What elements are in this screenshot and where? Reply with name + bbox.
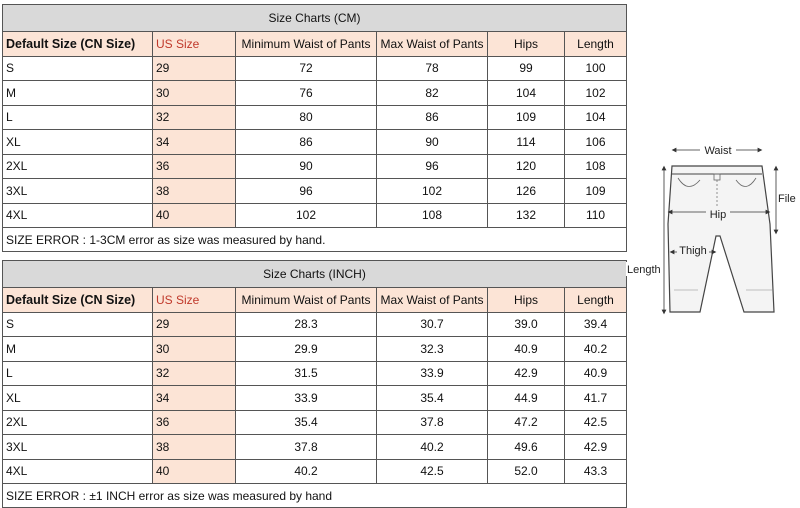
table-cell: 34	[153, 130, 236, 155]
header-hips: Hips	[488, 288, 565, 313]
table-cell: 35.4	[377, 386, 488, 411]
table-cell: 49.6	[488, 435, 565, 460]
table-cell: 41.7	[565, 386, 627, 411]
header-hips: Hips	[488, 32, 565, 57]
table-cell: 28.3	[236, 312, 377, 337]
table-cell: 40.9	[565, 361, 627, 386]
table-row	[3, 179, 627, 204]
table-cell: 33.9	[236, 386, 377, 411]
table-cell: 52.0	[488, 459, 565, 484]
table-cell: 47.2	[488, 410, 565, 435]
table-cell: 132	[488, 203, 565, 228]
table-cell: 102	[377, 179, 488, 204]
table-cell: 42.5	[377, 459, 488, 484]
table-row	[3, 361, 627, 386]
file-label: File	[778, 193, 796, 205]
table-header-row	[3, 288, 627, 313]
table-cell: 86	[377, 105, 488, 130]
table-cell: 35.4	[236, 410, 377, 435]
table-cell: 82	[377, 81, 488, 106]
pants-outline-icon	[668, 166, 774, 312]
size-error-note: SIZE ERROR : ±1 INCH error as size was measured by hand	[3, 484, 627, 508]
size-chart-cm	[2, 4, 627, 252]
size-chart-inch	[2, 260, 627, 508]
header-min-waist: Minimum Waist of Pants	[236, 32, 377, 57]
table-cell: 38	[153, 179, 236, 204]
size-cell: 3XL	[3, 179, 153, 204]
header-us-size: US Size	[153, 288, 236, 313]
header-max-waist: Max Waist of Pants	[377, 288, 488, 313]
table-cell: 104	[565, 105, 627, 130]
waist-label: Waist	[704, 145, 732, 157]
table-row	[3, 386, 627, 411]
size-cell: XL	[3, 130, 153, 155]
table-cell: 90	[377, 130, 488, 155]
table-cell: 76	[236, 81, 377, 106]
table-cell: 30	[153, 337, 236, 362]
header-length: Length	[565, 32, 627, 57]
length-label: Length	[627, 264, 661, 276]
table-cell: 40.2	[236, 459, 377, 484]
size-cell: L	[3, 105, 153, 130]
table-cell: 40.2	[377, 435, 488, 460]
table-cell: 32	[153, 361, 236, 386]
table-row	[3, 312, 627, 337]
table-cell: 78	[377, 56, 488, 81]
table-cell: 109	[565, 179, 627, 204]
table-cell: 37.8	[236, 435, 377, 460]
size-cell: 4XL	[3, 203, 153, 228]
header-max-waist: Max Waist of Pants	[377, 32, 488, 57]
table-cell: 120	[488, 154, 565, 179]
table-cell: 102	[565, 81, 627, 106]
table-cell: 44.9	[488, 386, 565, 411]
table-cell: 32.3	[377, 337, 488, 362]
size-error-note: SIZE ERROR : 1-3CM error as size was measured by hand.	[3, 228, 627, 252]
table-row	[3, 410, 627, 435]
table-title: Size Charts (INCH)	[3, 261, 627, 288]
size-cell: 3XL	[3, 435, 153, 460]
size-cell: XL	[3, 386, 153, 411]
header-min-waist: Minimum Waist of Pants	[236, 288, 377, 313]
table-cell: 29	[153, 312, 236, 337]
header-default-size: Default Size (CN Size)	[3, 32, 153, 57]
table-cell: 36	[153, 154, 236, 179]
table-cell: 72	[236, 56, 377, 81]
table-row	[3, 459, 627, 484]
header-default-size: Default Size (CN Size)	[3, 288, 153, 313]
table-cell: 96	[377, 154, 488, 179]
table-body	[3, 56, 627, 228]
table-cell: 33.9	[377, 361, 488, 386]
table-row	[3, 154, 627, 179]
table-row	[3, 203, 627, 228]
table-row	[3, 130, 627, 155]
size-cell: 2XL	[3, 154, 153, 179]
size-cell: S	[3, 56, 153, 81]
table-cell: 32	[153, 105, 236, 130]
table-cell: 42.5	[565, 410, 627, 435]
size-cell: M	[3, 81, 153, 106]
table-cell: 34	[153, 386, 236, 411]
table-cell: 39.0	[488, 312, 565, 337]
size-cell: 4XL	[3, 459, 153, 484]
table-cell: 109	[488, 105, 565, 130]
table-cell: 42.9	[565, 435, 627, 460]
table-cell: 86	[236, 130, 377, 155]
table-cell: 42.9	[488, 361, 565, 386]
table-row	[3, 337, 627, 362]
table-cell: 36	[153, 410, 236, 435]
table-cell: 126	[488, 179, 565, 204]
pants-measurement-diagram	[626, 140, 800, 330]
table-cell: 30.7	[377, 312, 488, 337]
table-cell: 40	[153, 459, 236, 484]
table-row	[3, 56, 627, 81]
table-cell: 100	[565, 56, 627, 81]
table-cell: 30	[153, 81, 236, 106]
size-cell: S	[3, 312, 153, 337]
thigh-label: Thigh	[679, 245, 707, 257]
table-cell: 108	[565, 154, 627, 179]
table-cell: 110	[565, 203, 627, 228]
table-cell: 90	[236, 154, 377, 179]
table-cell: 38	[153, 435, 236, 460]
table-cell: 37.8	[377, 410, 488, 435]
table-cell: 102	[236, 203, 377, 228]
table-cell: 39.4	[565, 312, 627, 337]
table-row	[3, 105, 627, 130]
header-us-size: US Size	[153, 32, 236, 57]
table-title: Size Charts (CM)	[3, 5, 627, 32]
header-length: Length	[565, 288, 627, 313]
table-cell: 40	[153, 203, 236, 228]
table-cell: 96	[236, 179, 377, 204]
table-header-row	[3, 32, 627, 57]
table-cell: 31.5	[236, 361, 377, 386]
table-row	[3, 435, 627, 460]
table-cell: 104	[488, 81, 565, 106]
size-cell: M	[3, 337, 153, 362]
table-cell: 29.9	[236, 337, 377, 362]
size-cell: L	[3, 361, 153, 386]
table-body	[3, 312, 627, 484]
table-cell: 40.9	[488, 337, 565, 362]
table-cell: 114	[488, 130, 565, 155]
table-cell: 99	[488, 56, 565, 81]
table-cell: 40.2	[565, 337, 627, 362]
size-cell: 2XL	[3, 410, 153, 435]
table-row	[3, 81, 627, 106]
table-cell: 80	[236, 105, 377, 130]
table-cell: 43.3	[565, 459, 627, 484]
table-cell: 108	[377, 203, 488, 228]
table-cell: 106	[565, 130, 627, 155]
table-cell: 29	[153, 56, 236, 81]
hip-label: Hip	[709, 209, 727, 221]
